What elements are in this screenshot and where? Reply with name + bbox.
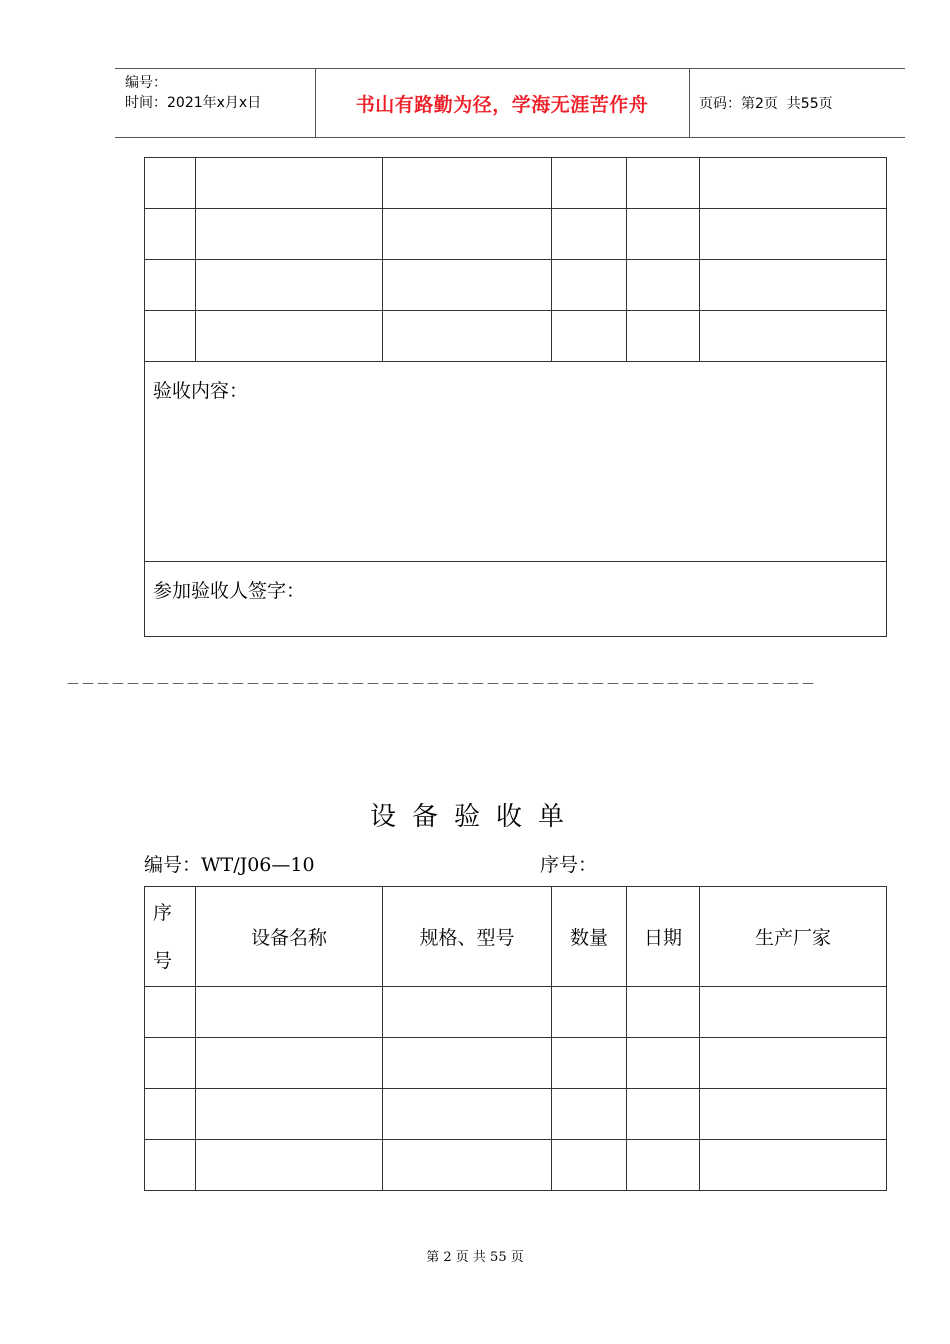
table-cell[interactable] [627, 311, 700, 362]
table-cell[interactable] [383, 1089, 552, 1140]
table-cell[interactable] [627, 158, 700, 209]
table-cell[interactable] [383, 158, 552, 209]
header-divider [689, 69, 690, 137]
table-cell[interactable] [700, 158, 887, 209]
column-header-seq-bottom: 号 [153, 949, 173, 972]
table-cell[interactable] [627, 1140, 700, 1191]
table-cell[interactable] [196, 1038, 383, 1089]
column-header-seq [145, 887, 196, 987]
table-cell[interactable] [383, 1038, 552, 1089]
table-cell[interactable] [145, 987, 196, 1038]
table-cell[interactable] [627, 987, 700, 1038]
table-cell[interactable] [383, 311, 552, 362]
acceptance-content-cell[interactable] [145, 362, 887, 562]
form-title: 设备验收单 [369, 802, 580, 832]
table-cell[interactable] [196, 311, 383, 362]
table-cell[interactable] [700, 1140, 887, 1191]
header-motto: 书山有路勤为径，学海无涯苦作舟 [355, 93, 649, 116]
signature-cell[interactable] [145, 562, 887, 637]
table-cell[interactable] [700, 209, 887, 260]
table-row [145, 1038, 887, 1089]
form-serial-label: 序号： [540, 854, 598, 876]
upper-form-table [144, 157, 887, 637]
table-cell[interactable] [552, 260, 627, 311]
table-cell[interactable] [145, 209, 196, 260]
table-cell[interactable] [145, 1089, 196, 1140]
table-cell[interactable] [145, 260, 196, 311]
equipment-acceptance-table [144, 886, 887, 1191]
table-cell[interactable] [552, 1140, 627, 1191]
table-cell[interactable] [627, 209, 700, 260]
header-time-label: 时间：2021年x月x日 [125, 95, 262, 111]
table-cell[interactable] [196, 158, 383, 209]
table-cell[interactable] [627, 260, 700, 311]
table-header-row [145, 887, 887, 987]
column-header-maker: 生产厂家 [700, 887, 887, 987]
signature-label: 参加验收人签字： [153, 580, 306, 602]
table-cell[interactable] [383, 260, 552, 311]
cut-separator: －－－－－－－－－－－－－－－－－－－－－－－－－－－－－－－－－－－－－－－－－－－－－－－－－－ [66, 680, 816, 690]
table-cell[interactable] [196, 987, 383, 1038]
table-row [145, 311, 887, 362]
table-cell[interactable] [196, 1089, 383, 1140]
table-cell[interactable] [627, 1089, 700, 1140]
table-cell[interactable] [383, 1140, 552, 1191]
table-cell[interactable] [145, 158, 196, 209]
table-cell[interactable] [145, 1140, 196, 1191]
column-header-seq-top: 序 [153, 901, 173, 924]
signature-row [145, 562, 887, 637]
table-cell[interactable] [383, 209, 552, 260]
table-cell[interactable] [700, 987, 887, 1038]
table-row [145, 1140, 887, 1191]
table-cell[interactable] [196, 1140, 383, 1191]
table-cell[interactable] [552, 209, 627, 260]
acceptance-content-row [145, 362, 887, 562]
table-cell[interactable] [145, 311, 196, 362]
table-cell[interactable] [552, 158, 627, 209]
column-header-spec: 规格、型号 [383, 887, 552, 987]
table-cell[interactable] [700, 1038, 887, 1089]
header-meta [125, 73, 315, 113]
table-cell[interactable] [552, 311, 627, 362]
table-row [145, 158, 887, 209]
column-header-qty: 数量 [552, 887, 627, 987]
table-cell[interactable] [145, 1038, 196, 1089]
table-row [145, 987, 887, 1038]
table-cell[interactable] [700, 260, 887, 311]
header-number-label: 编号： [125, 75, 167, 91]
table-cell[interactable] [552, 1089, 627, 1140]
table-cell[interactable] [700, 1089, 887, 1140]
table-cell[interactable] [383, 987, 552, 1038]
table-cell[interactable] [627, 1038, 700, 1089]
table-cell[interactable] [552, 987, 627, 1038]
form-number-label: 编号：WT/J06—10 [144, 854, 315, 876]
table-cell[interactable] [700, 311, 887, 362]
table-row [145, 1089, 887, 1140]
table-cell[interactable] [196, 260, 383, 311]
column-header-name: 设备名称 [196, 887, 383, 987]
table-cell[interactable] [552, 1038, 627, 1089]
table-cell[interactable] [196, 209, 383, 260]
page-footer: 第 2 页 共 55 页 [426, 1250, 524, 1265]
table-row [145, 209, 887, 260]
page-header [115, 68, 905, 138]
column-header-date: 日期 [627, 887, 700, 987]
acceptance-content-label: 验收内容： [153, 380, 249, 402]
header-page-info: 页码：第2页 共55页 [699, 96, 833, 112]
table-row [145, 260, 887, 311]
